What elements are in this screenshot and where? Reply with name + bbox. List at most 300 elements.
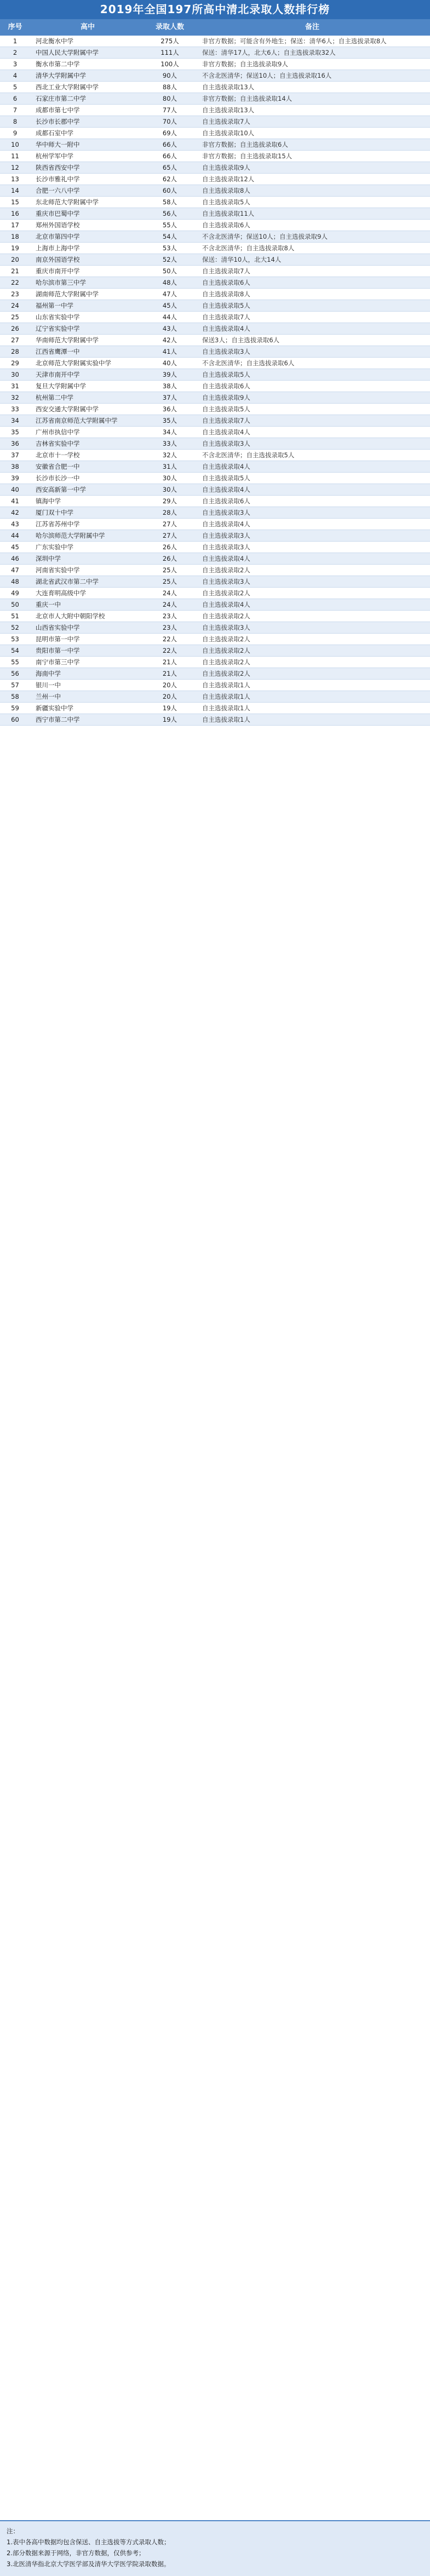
rank-cell: 37 — [11, 451, 19, 459]
rank-cell: 1 — [13, 37, 18, 45]
rank-cell: 3 — [13, 60, 18, 68]
school-cell: 广州市执信中学 — [36, 428, 80, 436]
rank-cell: 34 — [11, 417, 19, 424]
count-cell: 42人 — [162, 336, 177, 344]
school-cell: 长沙市长沙一中 — [36, 474, 80, 482]
school-cell: 杭州学军中学 — [36, 152, 73, 160]
rank-cell: 22 — [11, 279, 19, 286]
note-cell: 自主选拔录取6人 — [202, 382, 250, 390]
table-row — [0, 139, 430, 151]
rank-cell: 55 — [11, 658, 19, 666]
count-cell: 56人 — [162, 210, 177, 217]
rank-cell: 27 — [11, 336, 19, 344]
school-cell: 山西省实验中学 — [36, 624, 80, 631]
note-cell: 不含北医清华；自主选拔录取5人 — [202, 451, 295, 459]
table-row — [0, 657, 430, 668]
table-row — [0, 714, 430, 726]
table-row — [0, 82, 430, 93]
count-cell: 54人 — [162, 233, 177, 240]
note-cell: 非官方数据；自主选拔录取14人 — [202, 95, 293, 102]
table-row — [0, 703, 430, 714]
school-cell: 河北衡水中学 — [36, 37, 73, 45]
note-cell: 自主选拔录取4人 — [202, 555, 250, 562]
table-row — [0, 588, 430, 599]
note-cell: 自主选拔录取8人 — [202, 290, 250, 298]
table-row — [0, 162, 430, 174]
school-cell: 江西省鹰潭一中 — [36, 348, 80, 355]
table-row — [0, 346, 430, 358]
rank-cell: 59 — [11, 704, 19, 712]
school-cell: 山东省实验中学 — [36, 313, 80, 321]
table-row — [0, 300, 430, 312]
note-cell: 自主选拔录取3人 — [202, 348, 250, 355]
school-cell: 上海市上海中学 — [36, 244, 80, 252]
school-cell: 华中师大一附中 — [36, 141, 80, 148]
header-note: 备注 — [305, 23, 319, 31]
note-cell: 保送：清华10人，北大14人 — [202, 256, 282, 263]
note-cell: 自主选拔录取10人 — [202, 129, 255, 137]
rank-cell: 16 — [11, 210, 19, 217]
count-cell: 55人 — [162, 221, 177, 229]
count-cell: 21人 — [162, 658, 177, 666]
note-cell: 自主选拔录取13人 — [202, 83, 255, 91]
school-cell: 西安交通大学附属中学 — [36, 405, 99, 413]
count-cell: 19人 — [162, 716, 177, 723]
count-cell: 23人 — [162, 624, 177, 631]
count-cell: 34人 — [162, 428, 177, 436]
rank-cell: 21 — [11, 267, 19, 275]
school-cell: 湖南师范大学附属中学 — [36, 290, 99, 298]
note-cell: 自主选拔录取2人 — [202, 670, 250, 677]
table-row — [0, 231, 430, 243]
count-cell: 21人 — [162, 670, 177, 677]
note-cell: 保送：清华17人，北大6人；自主选拔录取32人 — [202, 49, 336, 56]
note-cell: 自主选拔录取7人 — [202, 417, 250, 424]
count-cell: 30人 — [162, 474, 177, 482]
table-row — [0, 507, 430, 519]
note-cell: 自主选拔录取2人 — [202, 658, 250, 666]
rank-cell: 28 — [11, 348, 19, 355]
count-cell: 39人 — [162, 371, 177, 378]
rank-cell: 49 — [11, 589, 19, 597]
count-cell: 25人 — [162, 578, 177, 585]
page-title: 2019年全国197所高中清北录取人数排行榜 — [0, 0, 430, 19]
footnote-line: 3.北医清华指北京大学医学部及清华大学医学院录取数据。 — [7, 2560, 170, 2568]
note-cell: 自主选拔录取2人 — [202, 612, 250, 620]
table-header — [0, 19, 430, 36]
school-cell: 杭州第二中学 — [36, 394, 73, 401]
count-cell: 30人 — [162, 486, 177, 493]
rank-cell: 11 — [11, 152, 19, 160]
note-cell: 非官方数据；可能含有外地生；保送：清华6人；自主选拔录取8人 — [202, 37, 387, 45]
table-row — [0, 105, 430, 116]
note-cell: 保送3人；自主选拔录取6人 — [202, 336, 280, 344]
rank-cell: 5 — [13, 83, 18, 91]
rank-cell: 17 — [11, 221, 19, 229]
note-cell: 自主选拔录取2人 — [202, 589, 250, 597]
note-cell: 自主选拔录取4人 — [202, 463, 250, 470]
table-row — [0, 47, 430, 59]
rank-cell: 57 — [11, 681, 19, 689]
rank-cell: 43 — [11, 520, 19, 528]
count-cell: 28人 — [162, 509, 177, 516]
rank-cell: 60 — [11, 716, 19, 723]
school-cell: 郑州外国语学校 — [36, 221, 80, 229]
rank-cell: 25 — [11, 313, 19, 321]
school-cell: 西北工业大学附属中学 — [36, 83, 99, 91]
rank-cell: 47 — [11, 566, 19, 574]
note-cell: 自主选拔录取6人 — [202, 497, 250, 505]
note-cell: 自主选拔录取3人 — [202, 624, 250, 631]
table-row — [0, 128, 430, 139]
rank-cell: 39 — [11, 474, 19, 482]
count-cell: 23人 — [162, 612, 177, 620]
rank-cell: 29 — [11, 359, 19, 367]
rank-cell: 9 — [13, 129, 18, 137]
note-cell: 自主选拔录取7人 — [202, 267, 250, 275]
school-cell: 海南中学 — [36, 670, 61, 677]
rank-cell: 7 — [13, 106, 18, 114]
school-cell: 兰州一中 — [36, 693, 61, 700]
table-row — [0, 174, 430, 185]
table-row — [0, 70, 430, 82]
rank-cell: 32 — [11, 394, 19, 401]
rank-cell: 30 — [11, 371, 19, 378]
note-cell: 不含北医清华；保送10人；自主选拔录取16人 — [202, 72, 332, 79]
rank-cell: 14 — [11, 187, 19, 194]
rank-cell: 18 — [11, 233, 19, 240]
school-cell: 北京师范大学附属实验中学 — [36, 359, 111, 367]
count-cell: 25人 — [162, 566, 177, 574]
rank-cell: 38 — [11, 463, 19, 470]
table-row — [0, 277, 430, 289]
note-cell: 自主选拔录取5人 — [202, 198, 250, 206]
table-row — [0, 415, 430, 427]
count-cell: 52人 — [162, 256, 177, 263]
table-row — [0, 93, 430, 105]
table-row — [0, 461, 430, 473]
table-row — [0, 254, 430, 266]
rank-cell: 12 — [11, 164, 19, 171]
table-row — [0, 36, 430, 47]
school-cell: 东北师范大学附属中学 — [36, 198, 99, 206]
count-cell: 44人 — [162, 313, 177, 321]
note-cell: 自主选拔录取3人 — [202, 543, 250, 551]
note-cell: 自主选拔录取5人 — [202, 371, 250, 378]
rank-cell: 35 — [11, 428, 19, 436]
count-cell: 90人 — [162, 72, 177, 79]
footnotes — [0, 2520, 430, 2576]
table-row — [0, 622, 430, 634]
note-cell: 自主选拔录取12人 — [202, 175, 255, 183]
table-row — [0, 116, 430, 128]
rank-cell: 53 — [11, 635, 19, 643]
rank-cell: 36 — [11, 440, 19, 447]
rank-cell: 33 — [11, 405, 19, 413]
school-cell: 西安高新第一中学 — [36, 486, 86, 493]
rank-cell: 8 — [13, 118, 18, 125]
count-cell: 88人 — [162, 83, 177, 91]
note-cell: 非官方数据；自主选拔录取9人 — [202, 60, 288, 68]
count-cell: 35人 — [162, 417, 177, 424]
school-cell: 河南省实验中学 — [36, 566, 80, 574]
note-cell: 非官方数据；自主选拔录取15人 — [202, 152, 293, 160]
school-cell: 重庆市南开中学 — [36, 267, 80, 275]
school-cell: 南宁市第三中学 — [36, 658, 80, 666]
table-row — [0, 691, 430, 703]
table-row — [0, 59, 430, 70]
school-cell: 成都市第七中学 — [36, 106, 80, 114]
count-cell: 22人 — [162, 635, 177, 643]
note-cell: 自主选拔录取1人 — [202, 704, 250, 712]
count-cell: 58人 — [162, 198, 177, 206]
table-row — [0, 565, 430, 576]
school-cell: 福州第一中学 — [36, 302, 73, 309]
table-row — [0, 369, 430, 381]
note-cell: 自主选拔录取7人 — [202, 313, 250, 321]
school-cell: 石家庄市第二中学 — [36, 95, 86, 102]
table-row — [0, 450, 430, 461]
rank-cell: 54 — [11, 647, 19, 654]
note-cell: 自主选拔录取4人 — [202, 486, 250, 493]
table-row — [0, 220, 430, 231]
rank-cell: 45 — [11, 543, 19, 551]
school-cell: 衡水市第二中学 — [36, 60, 80, 68]
count-cell: 31人 — [162, 463, 177, 470]
count-cell: 38人 — [162, 382, 177, 390]
school-cell: 江苏省南京师范大学附属中学 — [36, 417, 118, 424]
rank-cell: 52 — [11, 624, 19, 631]
count-cell: 24人 — [162, 589, 177, 597]
school-cell: 昆明市第一中学 — [36, 635, 80, 643]
table-row — [0, 599, 430, 611]
table-row — [0, 185, 430, 197]
count-cell: 36人 — [162, 405, 177, 413]
header-count: 录取人数 — [155, 23, 184, 31]
note-cell: 自主选拔录取3人 — [202, 440, 250, 447]
school-cell: 西宁市第二中学 — [36, 716, 80, 723]
school-cell: 陕西省西安中学 — [36, 164, 80, 171]
rank-cell: 15 — [11, 198, 19, 206]
note-cell: 自主选拔录取8人 — [202, 187, 250, 194]
count-cell: 32人 — [162, 451, 177, 459]
rank-cell: 42 — [11, 509, 19, 516]
school-cell: 哈尔滨市第三中学 — [36, 279, 86, 286]
count-cell: 27人 — [162, 532, 177, 539]
rank-cell: 48 — [11, 578, 19, 585]
school-cell: 哈尔滨师范大学附属中学 — [36, 532, 105, 539]
table-row — [0, 289, 430, 300]
school-cell: 华南师范大学附属中学 — [36, 336, 99, 344]
table-row — [0, 427, 430, 438]
rank-cell: 13 — [11, 175, 19, 183]
rank-cell: 10 — [11, 141, 19, 148]
school-cell: 重庆一中 — [36, 601, 61, 608]
school-cell: 北京市人大附中朝阳学校 — [36, 612, 105, 620]
table-row — [0, 473, 430, 484]
note-cell: 自主选拔录取1人 — [202, 693, 250, 700]
school-cell: 安徽省合肥一中 — [36, 463, 80, 470]
count-cell: 22人 — [162, 647, 177, 654]
note-cell: 自主选拔录取7人 — [202, 118, 250, 125]
rank-cell: 51 — [11, 612, 19, 620]
school-cell: 深圳中学 — [36, 555, 61, 562]
note-cell: 自主选拔录取6人 — [202, 279, 250, 286]
note-cell: 自主选拔录取4人 — [202, 428, 250, 436]
note-cell: 自主选拔录取2人 — [202, 647, 250, 654]
footnote-line: 注： — [7, 2527, 19, 2535]
count-cell: 37人 — [162, 394, 177, 401]
table-row — [0, 404, 430, 415]
school-cell: 新疆实验中学 — [36, 704, 73, 712]
header-school: 高中 — [80, 23, 95, 31]
note-cell: 自主选拔录取6人 — [202, 221, 250, 229]
table-row — [0, 438, 430, 450]
count-cell: 45人 — [162, 302, 177, 309]
school-cell: 江苏省苏州中学 — [36, 520, 80, 528]
note-cell: 不含北医清华；自主选拔录取8人 — [202, 244, 295, 252]
table-row — [0, 392, 430, 404]
school-cell: 合肥一六八中学 — [36, 187, 80, 194]
note-cell: 不含北医清华；自主选拔录取6人 — [202, 359, 295, 367]
rank-cell: 20 — [11, 256, 19, 263]
count-cell: 53人 — [162, 244, 177, 252]
note-cell: 非官方数据；自主选拔录取6人 — [202, 141, 288, 148]
table-row — [0, 668, 430, 680]
table-row — [0, 645, 430, 657]
count-cell: 275人 — [160, 37, 179, 45]
table-row — [0, 519, 430, 530]
count-cell: 100人 — [160, 60, 179, 68]
school-cell: 清华大学附属中学 — [36, 72, 86, 79]
school-cell: 长沙市长郡中学 — [36, 118, 80, 125]
count-cell: 48人 — [162, 279, 177, 286]
school-cell: 银川一中 — [36, 681, 61, 689]
rank-cell: 41 — [11, 497, 19, 505]
school-cell: 厦门双十中学 — [36, 509, 73, 516]
count-cell: 33人 — [162, 440, 177, 447]
school-cell: 辽宁省实验中学 — [36, 325, 80, 332]
table-row — [0, 530, 430, 542]
count-cell: 20人 — [162, 693, 177, 700]
note-cell: 自主选拔录取2人 — [202, 566, 250, 574]
note-cell: 自主选拔录取3人 — [202, 509, 250, 516]
note-cell: 不含北医清华；保送10人；自主选拔录取9人 — [202, 233, 328, 240]
rank-cell: 58 — [11, 693, 19, 700]
note-cell: 自主选拔录取5人 — [202, 405, 250, 413]
count-cell: 66人 — [162, 152, 177, 160]
table-row — [0, 680, 430, 691]
rank-cell: 24 — [11, 302, 19, 309]
school-cell: 重庆市巴蜀中学 — [36, 210, 80, 217]
table-row — [0, 312, 430, 323]
count-cell: 50人 — [162, 267, 177, 275]
header-rank: 序号 — [8, 23, 22, 31]
note-cell: 自主选拔录取4人 — [202, 601, 250, 608]
table-row — [0, 634, 430, 645]
table-row — [0, 381, 430, 392]
note-cell: 自主选拔录取9人 — [202, 164, 250, 171]
rank-cell: 40 — [11, 486, 19, 493]
rank-cell: 2 — [13, 49, 18, 56]
school-cell: 吉林省实验中学 — [36, 440, 80, 447]
table-row — [0, 542, 430, 553]
note-cell: 自主选拔录取3人 — [202, 532, 250, 539]
rank-cell: 44 — [11, 532, 19, 539]
note-cell: 自主选拔录取11人 — [202, 210, 255, 217]
count-cell: 70人 — [162, 118, 177, 125]
note-cell: 自主选拔录取4人 — [202, 325, 250, 332]
table-row — [0, 335, 430, 346]
note-cell: 自主选拔录取5人 — [202, 474, 250, 482]
footnote-line: 1.表中各高中数据均包含保送、自主选拔等方式录取人数； — [7, 2538, 170, 2546]
school-cell: 北京市十一学校 — [36, 451, 80, 459]
school-cell: 复旦大学附属中学 — [36, 382, 86, 390]
table-row — [0, 576, 430, 588]
count-cell: 29人 — [162, 497, 177, 505]
count-cell: 26人 — [162, 555, 177, 562]
count-cell: 66人 — [162, 141, 177, 148]
count-cell: 60人 — [162, 187, 177, 194]
rank-cell: 19 — [11, 244, 19, 252]
count-cell: 47人 — [162, 290, 177, 298]
table-row — [0, 243, 430, 254]
count-cell: 77人 — [162, 106, 177, 114]
footnote-line: 2.部分数据来源于网络，非官方数据，仅供参考； — [7, 2549, 145, 2557]
school-cell: 长沙市雅礼中学 — [36, 175, 80, 183]
rank-cell: 56 — [11, 670, 19, 677]
count-cell: 69人 — [162, 129, 177, 137]
school-cell: 天津市南开中学 — [36, 371, 80, 378]
note-cell: 自主选拔录取2人 — [202, 635, 250, 643]
school-cell: 中国人民大学附属中学 — [36, 49, 99, 56]
school-cell: 贵阳市第一中学 — [36, 647, 80, 654]
rank-cell: 50 — [11, 601, 19, 608]
count-cell: 43人 — [162, 325, 177, 332]
note-cell: 自主选拔录取13人 — [202, 106, 255, 114]
note-cell: 自主选拔录取5人 — [202, 302, 250, 309]
rank-cell: 6 — [13, 95, 18, 102]
count-cell: 80人 — [162, 95, 177, 102]
table-row — [0, 611, 430, 622]
table-row — [0, 496, 430, 507]
school-cell: 北京市第四中学 — [36, 233, 80, 240]
count-cell: 41人 — [162, 348, 177, 355]
count-cell: 24人 — [162, 601, 177, 608]
school-cell: 大连育明高级中学 — [36, 589, 86, 597]
table-row — [0, 197, 430, 208]
count-cell: 62人 — [162, 175, 177, 183]
rank-cell: 23 — [11, 290, 19, 298]
rank-cell: 26 — [11, 325, 19, 332]
table-row — [0, 358, 430, 369]
school-cell: 南京外国语学校 — [36, 256, 80, 263]
table-row — [0, 266, 430, 277]
count-cell: 26人 — [162, 543, 177, 551]
note-cell: 自主选拔录取3人 — [202, 578, 250, 585]
school-cell: 广东实验中学 — [36, 543, 73, 551]
table-row — [0, 553, 430, 565]
count-cell: 20人 — [162, 681, 177, 689]
rank-cell: 4 — [13, 72, 18, 79]
count-cell: 65人 — [162, 164, 177, 171]
count-cell: 27人 — [162, 520, 177, 528]
school-cell: 湖北省武汉市第二中学 — [36, 578, 99, 585]
table-body — [0, 36, 430, 726]
table-row — [0, 151, 430, 162]
count-cell: 40人 — [162, 359, 177, 367]
note-cell: 自主选拔录取1人 — [202, 681, 250, 689]
